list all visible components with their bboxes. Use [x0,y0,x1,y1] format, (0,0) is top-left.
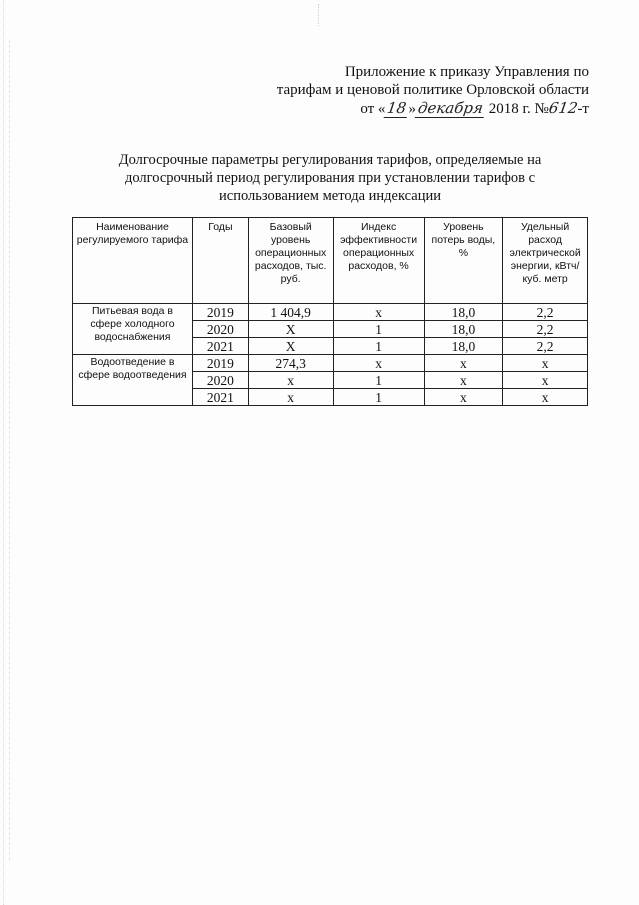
appendix-date-line [277,99,589,118]
year-cell: 2020 [192,321,248,338]
base-cost-cell: 1 404,9 [248,304,333,321]
title-line-3: использованием метода индексации [219,188,441,204]
energy-cell: х [503,355,588,372]
handwritten-day: 18 [384,99,410,118]
table-row [73,304,588,321]
energy-cell: 2,2 [503,304,588,321]
year-text: 2018 г. № [488,101,549,117]
scan-edge-artifact-inner [9,40,11,860]
energy-cell: 2,2 [503,338,588,355]
water-loss-cell: х [424,389,503,406]
energy-cell: 2,2 [503,321,588,338]
base-cost-cell: Х [248,338,333,355]
year-cell: 2019 [192,304,248,321]
efficiency-index-cell: х [333,304,424,321]
title-line-2: долгосрочный период регулирования при установлении тарифов с [124,170,536,186]
water-loss-cell: х [424,372,503,389]
scan-top-mark [318,4,320,26]
handwritten-number: 612 [547,99,579,117]
efficiency-index-cell: 1 [333,321,424,338]
efficiency-index-cell: 1 [333,372,424,389]
efficiency-index-cell: 1 [333,389,424,406]
water-loss-cell: 18,0 [424,304,503,321]
base-cost-cell: х [248,372,333,389]
table-row [73,355,588,372]
tariff-name-cell: Водоотведение в сфере водоотведения [73,355,193,406]
base-cost-cell: х [248,389,333,406]
water-loss-cell: х [424,355,503,372]
column-header: Годы [192,218,248,304]
column-header: Индекс эффективности операционных расходов, % [333,218,424,304]
year-cell: 2021 [192,389,248,406]
water-loss-cell: 18,0 [424,338,503,355]
column-header: Уровень потерь воды, % [424,218,503,304]
year-cell: 2019 [192,355,248,372]
base-cost-cell: 274,3 [248,355,333,372]
energy-cell: х [503,372,588,389]
column-header: Наименование регулируемого тарифа [73,218,193,304]
appendix-header [277,63,589,118]
number-suffix: -т [577,101,589,117]
column-header: Базовый уровень операционных расходов, тыс. руб. [248,218,333,304]
title-line-1: Долгосрочные параметры регулирования тарифов, определяемые на [118,152,542,168]
date-prefix: от « [360,101,386,117]
appendix-line-1: Приложение к приказу Управления по [344,64,589,80]
efficiency-index-cell: 1 [333,338,424,355]
column-header: Удельный расход электрической энергии, кВтч/куб. метр [503,218,588,304]
year-cell: 2020 [192,372,248,389]
table-header-row [73,218,588,304]
energy-cell: х [503,389,588,406]
water-loss-cell: 18,0 [424,321,503,338]
date-mid: » [408,101,417,117]
handwritten-month: декабря [415,99,487,118]
parameters-table [72,217,588,406]
base-cost-cell: Х [248,321,333,338]
efficiency-index-cell: х [333,355,424,372]
document-title [80,151,580,205]
tariff-name-cell: Питьевая вода в сфере холодного водоснабжения [73,304,193,355]
appendix-line-2: тарифам и ценовой политике Орловской области [276,82,589,98]
year-cell: 2021 [192,338,248,355]
